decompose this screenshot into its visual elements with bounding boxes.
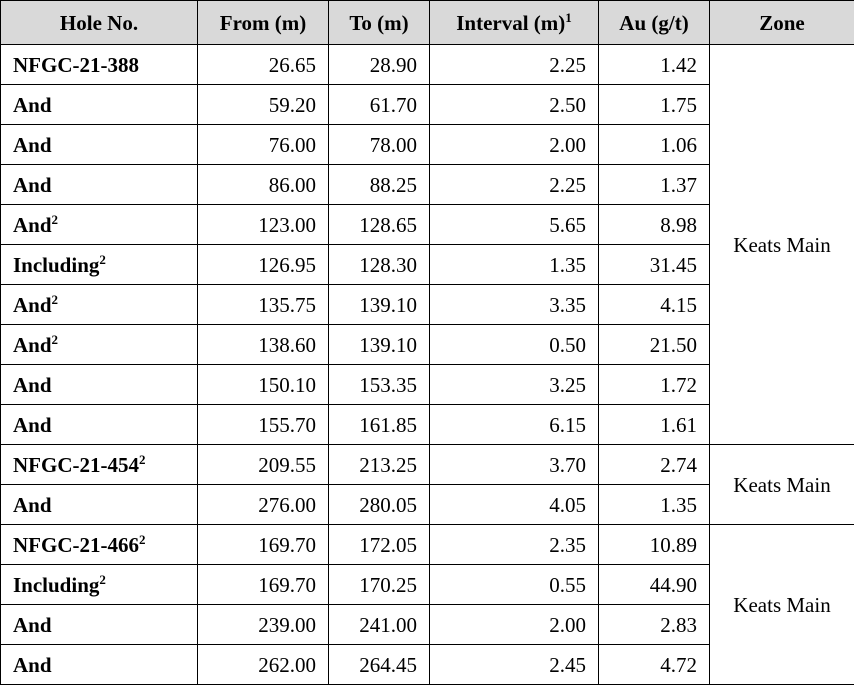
header-hole-no: Hole No. [1,1,198,45]
hole-label: And [13,133,52,157]
hole-label: And [13,613,52,637]
footnote-marker: 2 [99,252,106,267]
header-interval-label: Interval (m) [456,11,565,35]
interval-cell: 2.00 [430,605,599,645]
from-cell: 126.95 [198,245,329,285]
table-header-row [1,1,854,45]
header-interval [430,1,599,45]
au-cell: 1.61 [599,405,710,445]
hole-cell [1,85,198,125]
hole-label: And [13,493,52,517]
zone-cell: Keats Main [710,45,854,445]
to-cell: 28.90 [329,45,430,85]
from-cell: 209.55 [198,445,329,485]
hole-label: And [13,373,52,397]
hole-cell [1,525,198,565]
zone-cell: Keats Main [710,445,854,525]
footnote-marker: 2 [52,332,59,347]
hole-label: NFGC-21-454 [13,453,139,477]
to-cell: 139.10 [329,325,430,365]
footnote-marker: 2 [52,212,59,227]
from-cell: 169.70 [198,565,329,605]
from-cell: 76.00 [198,125,329,165]
interval-cell: 4.05 [430,485,599,525]
interval-cell: 3.70 [430,445,599,485]
interval-cell: 2.00 [430,125,599,165]
hole-label: And [13,413,52,437]
interval-cell: 1.35 [430,245,599,285]
zone-cell: Keats Main [710,525,854,685]
au-cell: 4.72 [599,645,710,685]
interval-cell: 2.35 [430,525,599,565]
hole-cell [1,125,198,165]
to-cell: 280.05 [329,485,430,525]
interval-cell: 3.25 [430,365,599,405]
from-cell: 86.00 [198,165,329,205]
table-row [1,525,854,565]
to-cell: 78.00 [329,125,430,165]
hole-cell [1,645,198,685]
hole-label: And [13,213,52,237]
footnote-marker: 2 [99,572,106,587]
au-cell: 10.89 [599,525,710,565]
hole-cell [1,405,198,445]
from-cell: 59.20 [198,85,329,125]
hole-cell [1,445,198,485]
from-cell: 169.70 [198,525,329,565]
interval-cell: 0.50 [430,325,599,365]
au-cell: 2.74 [599,445,710,485]
to-cell: 139.10 [329,285,430,325]
from-cell: 155.70 [198,405,329,445]
hole-cell [1,325,198,365]
to-cell: 128.30 [329,245,430,285]
to-cell: 213.25 [329,445,430,485]
hole-label: Including [13,573,99,597]
to-cell: 170.25 [329,565,430,605]
to-cell: 172.05 [329,525,430,565]
to-cell: 128.65 [329,205,430,245]
from-cell: 262.00 [198,645,329,685]
header-au: Au (g/t) [599,1,710,45]
table-row [1,445,854,485]
to-cell: 153.35 [329,365,430,405]
to-cell: 264.45 [329,645,430,685]
footnote-marker: 1 [565,10,572,25]
au-cell: 4.15 [599,285,710,325]
hole-label: And [13,93,52,117]
from-cell: 138.60 [198,325,329,365]
from-cell: 26.65 [198,45,329,85]
header-to: To (m) [329,1,430,45]
hole-label: And [13,653,52,677]
hole-label: And [13,293,52,317]
au-cell: 1.42 [599,45,710,85]
au-cell: 1.72 [599,365,710,405]
au-cell: 44.90 [599,565,710,605]
table-row [1,45,854,85]
footnote-marker: 2 [139,452,146,467]
hole-label: NFGC-21-388 [13,53,139,77]
interval-cell: 3.35 [430,285,599,325]
from-cell: 123.00 [198,205,329,245]
footnote-marker: 2 [139,532,146,547]
footnote-marker: 2 [52,292,59,307]
to-cell: 241.00 [329,605,430,645]
to-cell: 88.25 [329,165,430,205]
hole-cell [1,165,198,205]
au-cell: 1.35 [599,485,710,525]
interval-cell: 2.45 [430,645,599,685]
header-zone: Zone [710,1,854,45]
hole-cell [1,45,198,85]
au-cell: 1.06 [599,125,710,165]
hole-cell [1,245,198,285]
hole-cell [1,485,198,525]
interval-cell: 2.50 [430,85,599,125]
interval-cell: 2.25 [430,45,599,85]
from-cell: 150.10 [198,365,329,405]
au-cell: 8.98 [599,205,710,245]
from-cell: 239.00 [198,605,329,645]
hole-cell [1,205,198,245]
au-cell: 1.75 [599,85,710,125]
header-from: From (m) [198,1,329,45]
hole-label: NFGC-21-466 [13,533,139,557]
au-cell: 21.50 [599,325,710,365]
au-cell: 31.45 [599,245,710,285]
hole-cell [1,605,198,645]
au-cell: 1.37 [599,165,710,205]
to-cell: 161.85 [329,405,430,445]
hole-label: And [13,333,52,357]
interval-cell: 2.25 [430,165,599,205]
from-cell: 135.75 [198,285,329,325]
au-cell: 2.83 [599,605,710,645]
hole-label: Including [13,253,99,277]
interval-cell: 6.15 [430,405,599,445]
interval-cell: 0.55 [430,565,599,605]
hole-cell [1,285,198,325]
hole-cell [1,365,198,405]
hole-label: And [13,173,52,197]
hole-cell [1,565,198,605]
from-cell: 276.00 [198,485,329,525]
interval-cell: 5.65 [430,205,599,245]
to-cell: 61.70 [329,85,430,125]
